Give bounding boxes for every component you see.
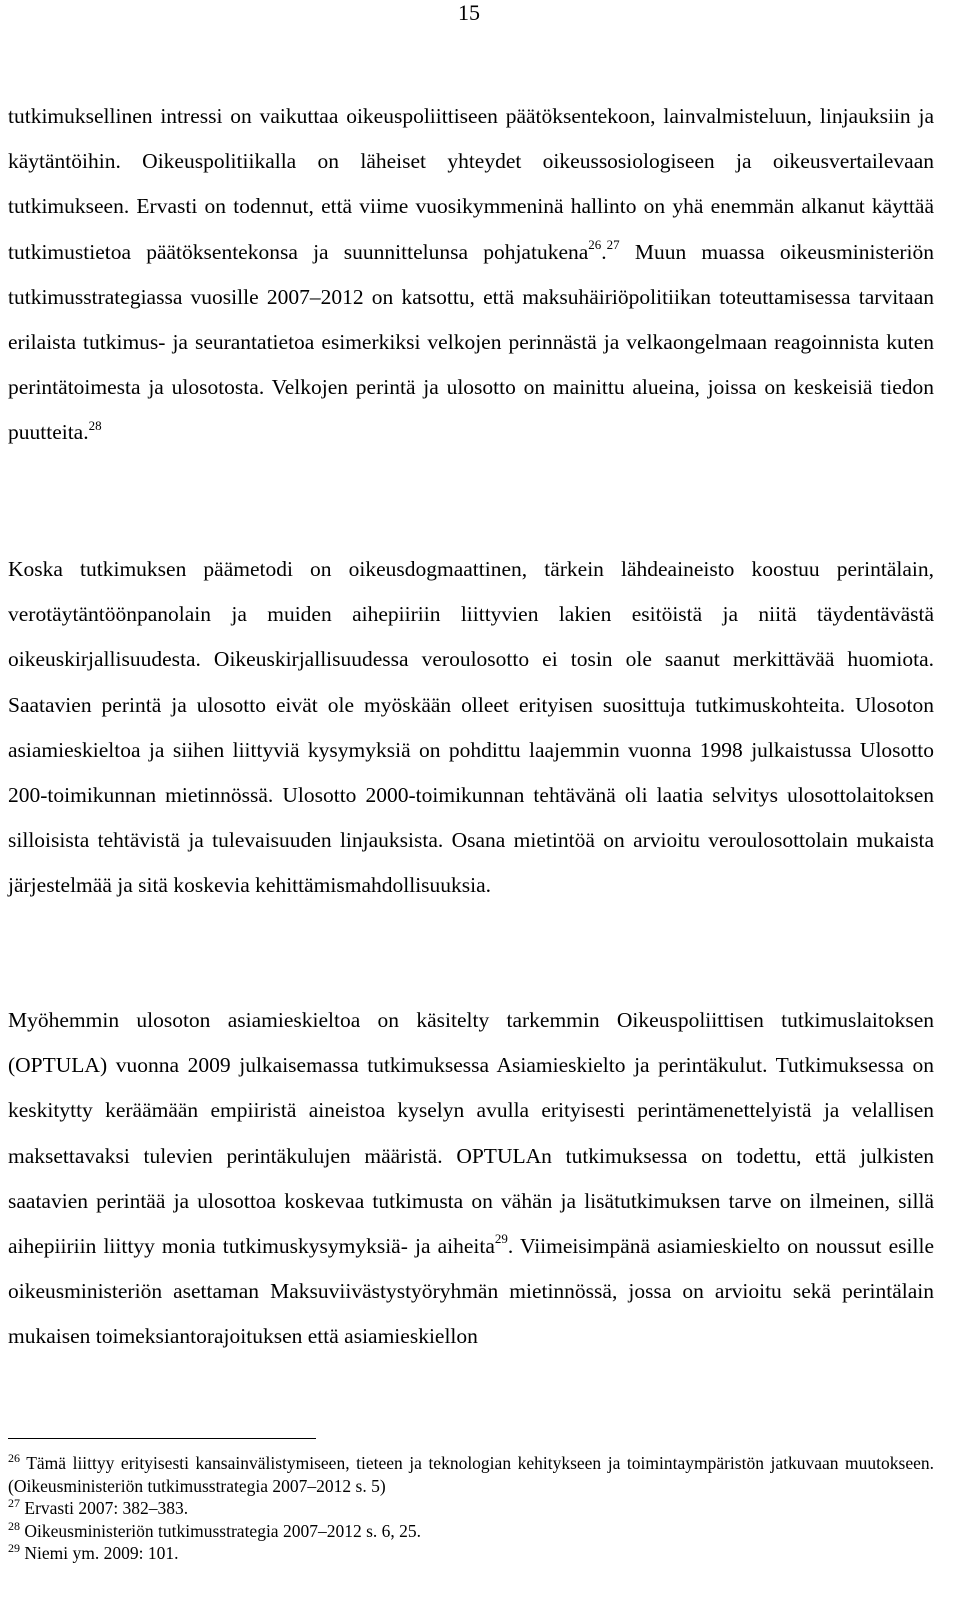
footnote-number: 29	[8, 1541, 20, 1556]
paragraph-text: tutkimuksellinen intressi on vaikuttaa oikeuspoliittiseen päätöksentekoon, lainvalmisteluun, linjauksiin ja käytäntöihin. Oikeuspolitiikalla on läheiset yhteydet oikeussosiologiseen ja oikeusvertailevaan tutkimukseen. Ervasti on todennut, että viime vuosikymmeninä hallinto on yhä enemmän alkanut käyttää tutkimustietoa päätöksentekonsa ja suunnittelunsa pohjatukena	[8, 104, 934, 264]
footnote-text: Oikeusministeriön tutkimusstrategia 2007–2012 s. 6, 25.	[20, 1520, 422, 1541]
paragraph-text: . Viimeisimpänä asiamieskielto on noussut esille oikeusministeriön asettaman Maksuviivästystyöryhmän mietinnössä, jossa on arvioitu sekä perintälain mukaisen toimeksiantorajoituksen että asiamieskiellon	[8, 1234, 934, 1349]
footnote-27	[8, 1497, 934, 1520]
paragraph-text: Koska tutkimuksen päämetodi on oikeusdogmaattinen, tärkein lähdeaineisto koostuu perintälain, verotäytäntöönpanolain ja muiden aihepiiriin liittyvien lakien esitöistä ja niitä täydentävästä oikeuskirjallisuudesta. Oikeuskirjallisuudessa veroulosotto ei tosin ole saanut merkittävää huomiota. Saatavien perintä ja ulosotto eivät ole myöskään olleet erityisen suosittuja tutkimuskohteita. Ulosoton asiamieskieltoa ja siihen liittyviä kysymyksiä on pohdittu laajemmin vuonna 1998 julkaistussa Ulosotto 200-toimikunnan mietinnössä. Ulosotto 2000-toimikunnan tehtävänä oli laatia selvitys ulosottolaitoksen silloisista tehtävistä ja tulevaisuuden linjauksista. Osana mietintöä on arvioitu veroulosottolain mukaista järjestelmää ja sitä koskevia kehittämismahdollisuuksia.	[8, 557, 934, 898]
footnote-text: Niemi ym. 2009: 101.	[20, 1543, 179, 1564]
footnote-29	[8, 1542, 934, 1565]
footnote-number: 26	[8, 1450, 20, 1465]
paragraph-text: Myöhemmin ulosoton asiamieskieltoa on käsitelty tarkemmin Oikeuspoliittisen tutkimuslaitoksen (OPTULA) vuonna 2009 julkaisemassa tutkimuksessa Asiamieskielto ja perintäkulut. Tutkimuksessa on keskitytty keräämään empiiristä aineistoa kyselyn avulla erityisesti perintämenettelyistä ja velallisen maksettavaksi tulevien perintäkulujen määristä. OPTULAn tutkimuksessa on todettu, että julkisten saatavien perintää ja ulosottoa koskevaa tutkimusta on vähän ja lisätutkimuksen tarve on ilmeinen, sillä aihepiiriin liittyy monia tutkimuskysymyksiä- ja aiheita	[8, 1008, 934, 1259]
footnote-ref-27: 27	[606, 236, 620, 252]
footnote-ref-29: 29	[494, 1231, 508, 1247]
body-paragraph-2	[8, 547, 934, 909]
footnote-28	[8, 1520, 934, 1543]
footnote-26	[8, 1452, 934, 1497]
paragraph-text: .	[601, 239, 607, 264]
footnote-ref-26: 26	[588, 236, 602, 252]
page-number: 15	[458, 0, 480, 25]
footnote-number: 27	[8, 1496, 20, 1510]
footnotes	[8, 1452, 934, 1565]
footnote-text: Tämä liittyy erityisesti kansainvälistymiseen, tieteen ja teknologian kehitykseen ja toimintaympäristön jatkuvaan muutokseen. (Oikeusministeriön tutkimusstrategia 2007–2012 s. 5)	[8, 1453, 934, 1496]
body-paragraph-1	[8, 94, 934, 456]
footnote-number: 28	[8, 1518, 20, 1533]
footnote-ref-28: 28	[88, 417, 102, 433]
footnote-separator	[8, 1438, 316, 1439]
body-paragraph-3	[8, 998, 934, 1360]
footnote-text: Ervasti 2007: 382–383.	[20, 1498, 189, 1519]
paragraph-text: Muun muassa oikeusministeriön tutkimusstrategiassa vuosille 2007–2012 on katsottu, että maksuhäiriöpolitiikan toteuttamisessa tarvitaan erilaista tutkimus- ja seurantatietoa esimerkiksi velkojen perinnästä ja velkaongelmaan reagoinnista kuten perintätoimesta ja ulosotosta. Velkojen perintä ja ulosotto on mainittu alueina, joissa on keskeisiä tiedon puutteita.	[8, 239, 934, 445]
